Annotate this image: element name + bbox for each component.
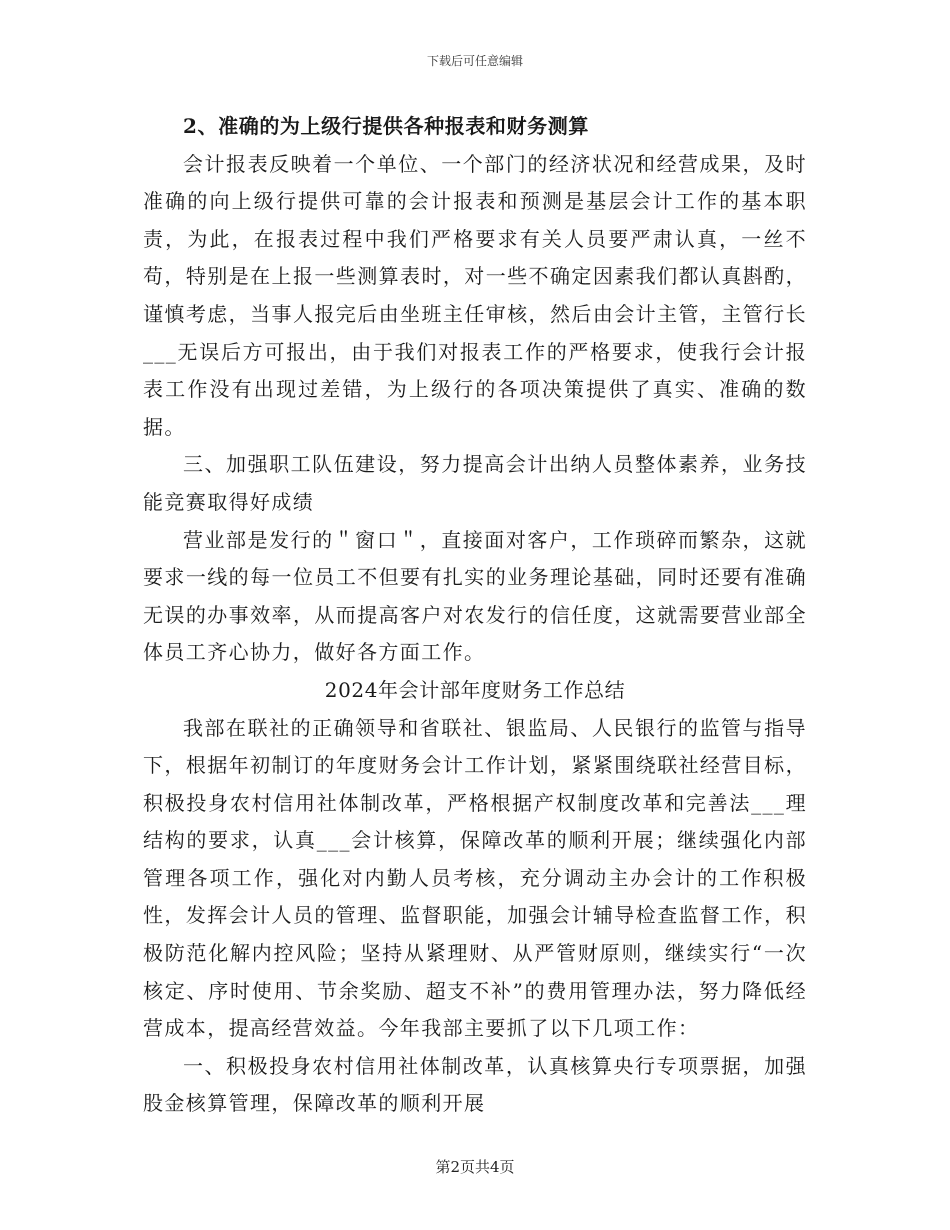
page-header-note: 下载后可任意编辑: [426, 54, 523, 68]
document-title-2024: 2024年会计部年度财务工作总结: [324, 677, 626, 702]
section-heading-3: 三、加强职工队伍建设，努力提高会计出纳人员整体素养，业务技能竞赛取得好成绩: [143, 452, 807, 514]
document-body: [143, 108, 807, 1123]
paragraph-report: 会计报表反映着一个单位、一个部门的经济状况和经营成果，及时准确的向上级行提供可靠的会计报表和预测是基层会计工作的基本职责，为此，在报表过程中我们严格要求有关人员要严肃认真，一丝不苟，特别是在上报一些测算表时，对一些不确定因素我们都认真斟酌，谨慎考虑，当事人报完后由坐班主任审核，然后由会计主管，主管行长___无误后方可报出，由于我们对报表工作的严格要求，使我行会计报表工作没有出现过差错，为上级行的各项决策提供了真实、准确的数据。: [143, 151, 807, 439]
section-item-1: 一、积极投身农村信用社体制改革，认真核算央行专项票据，加强股金核算管理，保障改革的顺利开展: [143, 1053, 807, 1116]
paragraph-intro: 我部在联社的正确领导和省联社、银监局、人民银行的监管与指导下，根据年初制订的年度财务会计工作计划，紧紧围绕联社经营目标，积极投身农村信用社体制改革，严格根据产权制度改革和完善法___理结构的要求，认真___会计核算，保障改革的顺利开展；继续强化内部管理各项工作，强化对内勤人员考核，充分调动主办会计的工作积极性，发挥会计人员的管理、监督职能，加强会计辅导检查监督工作，积极防范化解内控风险；坚持从紧理财、从严管财原则，继续实行“一次核定、序时使用、节余奖励、超支不补”的费用管理办法，努力降低经营成本，提高经营效益。今年我部主要抓了以下几项工作：: [143, 715, 807, 1041]
paragraph-window: 营业部是发行的＂窗口＂，直接面对客户，工作琐碎而繁杂，这就要求一线的每一位员工不但要有扎实的业务理论基础，同时还要有准确无误的办事效率，从而提高客户对农发行的信任度，这就需要营业部全体员工齐心协力，做好各方面工作。: [143, 527, 807, 665]
page-number-footer: 第2页共4页: [435, 1158, 515, 1176]
section-heading-2: 2、准确的为上级行提供各种报表和财务测算: [183, 114, 589, 138]
